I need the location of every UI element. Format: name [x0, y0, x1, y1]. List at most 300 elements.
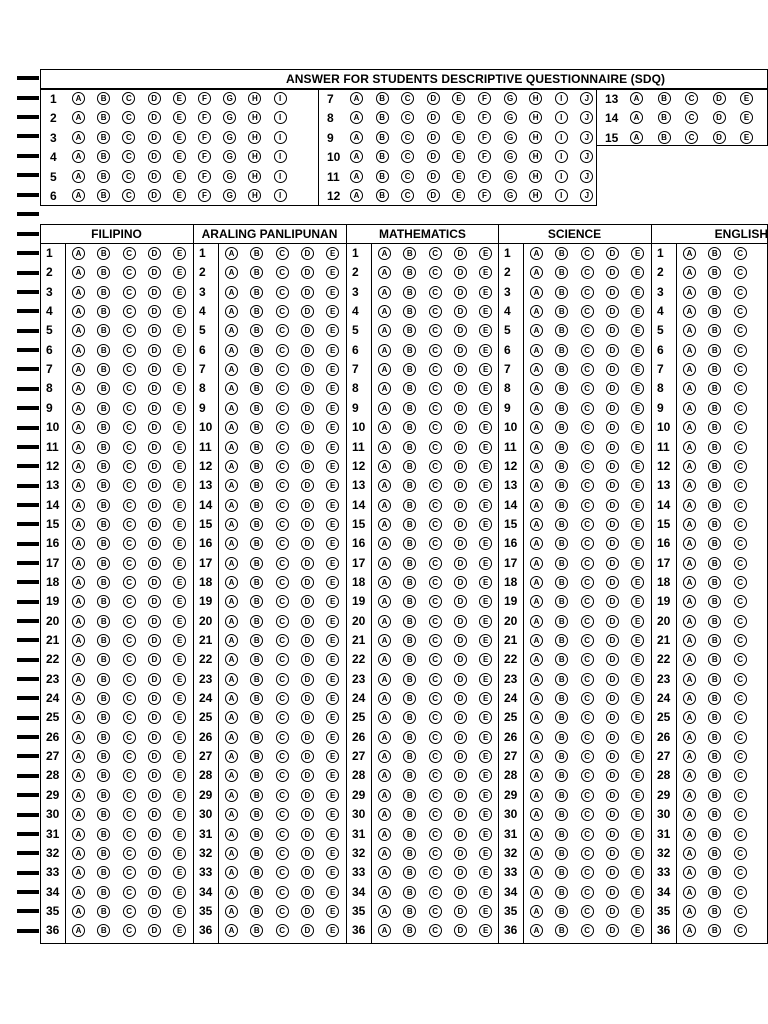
- subject-answer-bubble[interactable]: B: [97, 479, 110, 492]
- subject-answer-bubble[interactable]: A: [72, 382, 85, 395]
- subject-answer-bubble[interactable]: A: [72, 363, 85, 376]
- subject-answer-bubble[interactable]: E: [479, 499, 492, 512]
- subject-answer-bubble[interactable]: C: [123, 595, 136, 608]
- subject-answer-bubble[interactable]: D: [606, 828, 619, 841]
- subject-answer-bubble[interactable]: D: [148, 382, 161, 395]
- subject-answer-bubble[interactable]: B: [555, 905, 568, 918]
- subject-answer-bubble[interactable]: A: [378, 363, 391, 376]
- subject-answer-bubble[interactable]: D: [301, 402, 314, 415]
- sdq-answer-bubble[interactable]: J: [580, 131, 593, 144]
- subject-answer-bubble[interactable]: D: [301, 286, 314, 299]
- sdq-answer-bubble[interactable]: C: [401, 150, 414, 163]
- subject-answer-bubble[interactable]: A: [530, 692, 543, 705]
- subject-answer-bubble[interactable]: B: [250, 905, 263, 918]
- subject-answer-bubble[interactable]: D: [148, 286, 161, 299]
- sdq-answer-bubble[interactable]: G: [504, 150, 517, 163]
- subject-answer-bubble[interactable]: A: [225, 421, 238, 434]
- subject-answer-bubble[interactable]: A: [530, 247, 543, 260]
- subject-answer-bubble[interactable]: B: [708, 479, 721, 492]
- subject-answer-bubble[interactable]: E: [479, 441, 492, 454]
- subject-answer-bubble[interactable]: D: [454, 460, 467, 473]
- subject-answer-bubble[interactable]: D: [301, 847, 314, 860]
- subject-answer-bubble[interactable]: A: [530, 460, 543, 473]
- subject-answer-bubble[interactable]: D: [606, 363, 619, 376]
- subject-answer-bubble[interactable]: D: [454, 305, 467, 318]
- subject-answer-bubble[interactable]: D: [454, 886, 467, 899]
- sdq-answer-bubble[interactable]: F: [478, 131, 491, 144]
- subject-answer-bubble[interactable]: E: [326, 363, 339, 376]
- subject-answer-bubble[interactable]: C: [581, 344, 594, 357]
- subject-answer-bubble[interactable]: B: [403, 402, 416, 415]
- subject-answer-bubble[interactable]: C: [734, 247, 747, 260]
- sdq-answer-bubble[interactable]: I: [555, 150, 568, 163]
- subject-answer-bubble[interactable]: B: [555, 847, 568, 860]
- subject-answer-bubble[interactable]: A: [225, 808, 238, 821]
- subject-answer-bubble[interactable]: D: [301, 634, 314, 647]
- subject-answer-bubble[interactable]: D: [454, 924, 467, 937]
- subject-answer-bubble[interactable]: D: [606, 441, 619, 454]
- subject-answer-bubble[interactable]: C: [276, 692, 289, 705]
- subject-answer-bubble[interactable]: D: [454, 499, 467, 512]
- subject-answer-bubble[interactable]: D: [301, 305, 314, 318]
- subject-answer-bubble[interactable]: A: [683, 847, 696, 860]
- subject-answer-bubble[interactable]: E: [173, 441, 186, 454]
- subject-answer-bubble[interactable]: B: [403, 421, 416, 434]
- subject-answer-bubble[interactable]: A: [683, 324, 696, 337]
- subject-answer-bubble[interactable]: C: [734, 828, 747, 841]
- subject-answer-bubble[interactable]: C: [276, 750, 289, 763]
- sdq-answer-bubble[interactable]: G: [223, 150, 236, 163]
- subject-answer-bubble[interactable]: B: [403, 847, 416, 860]
- subject-answer-bubble[interactable]: D: [148, 441, 161, 454]
- subject-answer-bubble[interactable]: E: [479, 266, 492, 279]
- subject-answer-bubble[interactable]: D: [454, 324, 467, 337]
- subject-answer-bubble[interactable]: D: [148, 750, 161, 763]
- subject-answer-bubble[interactable]: B: [555, 286, 568, 299]
- subject-answer-bubble[interactable]: A: [530, 382, 543, 395]
- subject-answer-bubble[interactable]: C: [429, 731, 442, 744]
- subject-answer-bubble[interactable]: B: [403, 576, 416, 589]
- subject-answer-bubble[interactable]: C: [734, 750, 747, 763]
- subject-answer-bubble[interactable]: E: [479, 886, 492, 899]
- subject-answer-bubble[interactable]: B: [708, 324, 721, 337]
- sdq-answer-bubble[interactable]: D: [427, 92, 440, 105]
- subject-answer-bubble[interactable]: E: [173, 266, 186, 279]
- subject-answer-bubble[interactable]: A: [683, 247, 696, 260]
- sdq-answer-bubble[interactable]: G: [504, 92, 517, 105]
- subject-answer-bubble[interactable]: E: [631, 847, 644, 860]
- subject-answer-bubble[interactable]: C: [123, 866, 136, 879]
- subject-answer-bubble[interactable]: E: [173, 286, 186, 299]
- subject-answer-bubble[interactable]: E: [326, 479, 339, 492]
- subject-answer-bubble[interactable]: A: [225, 673, 238, 686]
- subject-answer-bubble[interactable]: B: [403, 266, 416, 279]
- subject-answer-bubble[interactable]: E: [631, 421, 644, 434]
- subject-answer-bubble[interactable]: E: [326, 576, 339, 589]
- subject-answer-bubble[interactable]: A: [225, 537, 238, 550]
- subject-answer-bubble[interactable]: B: [250, 344, 263, 357]
- subject-answer-bubble[interactable]: A: [683, 421, 696, 434]
- subject-answer-bubble[interactable]: C: [581, 537, 594, 550]
- sdq-answer-bubble[interactable]: F: [478, 170, 491, 183]
- subject-answer-bubble[interactable]: C: [429, 673, 442, 686]
- subject-answer-bubble[interactable]: A: [72, 460, 85, 473]
- subject-answer-bubble[interactable]: C: [429, 479, 442, 492]
- subject-answer-bubble[interactable]: B: [403, 653, 416, 666]
- sdq-answer-bubble[interactable]: A: [350, 131, 363, 144]
- subject-answer-bubble[interactable]: A: [225, 305, 238, 318]
- subject-answer-bubble[interactable]: B: [555, 382, 568, 395]
- subject-answer-bubble[interactable]: A: [683, 441, 696, 454]
- sdq-answer-bubble[interactable]: A: [350, 189, 363, 202]
- subject-answer-bubble[interactable]: D: [454, 866, 467, 879]
- subject-answer-bubble[interactable]: C: [429, 402, 442, 415]
- subject-answer-bubble[interactable]: A: [378, 750, 391, 763]
- sdq-answer-bubble[interactable]: A: [350, 92, 363, 105]
- sdq-answer-bubble[interactable]: D: [713, 111, 726, 124]
- subject-answer-bubble[interactable]: B: [250, 382, 263, 395]
- subject-answer-bubble[interactable]: E: [173, 363, 186, 376]
- subject-answer-bubble[interactable]: A: [225, 363, 238, 376]
- subject-answer-bubble[interactable]: D: [454, 266, 467, 279]
- subject-answer-bubble[interactable]: A: [72, 692, 85, 705]
- subject-answer-bubble[interactable]: C: [276, 441, 289, 454]
- subject-answer-bubble[interactable]: B: [250, 653, 263, 666]
- subject-answer-bubble[interactable]: E: [631, 828, 644, 841]
- subject-answer-bubble[interactable]: C: [276, 711, 289, 724]
- subject-answer-bubble[interactable]: E: [326, 499, 339, 512]
- subject-answer-bubble[interactable]: A: [225, 557, 238, 570]
- sdq-answer-bubble[interactable]: G: [223, 111, 236, 124]
- sdq-answer-bubble[interactable]: G: [504, 170, 517, 183]
- subject-answer-bubble[interactable]: B: [708, 537, 721, 550]
- subject-answer-bubble[interactable]: E: [173, 905, 186, 918]
- subject-answer-bubble[interactable]: D: [606, 576, 619, 589]
- subject-answer-bubble[interactable]: B: [555, 808, 568, 821]
- subject-answer-bubble[interactable]: E: [479, 382, 492, 395]
- subject-answer-bubble[interactable]: B: [97, 653, 110, 666]
- subject-answer-bubble[interactable]: B: [555, 634, 568, 647]
- subject-answer-bubble[interactable]: A: [530, 537, 543, 550]
- sdq-answer-bubble[interactable]: B: [376, 111, 389, 124]
- subject-answer-bubble[interactable]: C: [734, 479, 747, 492]
- subject-answer-bubble[interactable]: A: [225, 460, 238, 473]
- sdq-answer-bubble[interactable]: B: [376, 92, 389, 105]
- subject-answer-bubble[interactable]: C: [276, 266, 289, 279]
- sdq-answer-bubble[interactable]: D: [148, 92, 161, 105]
- subject-answer-bubble[interactable]: C: [429, 324, 442, 337]
- subject-answer-bubble[interactable]: B: [555, 499, 568, 512]
- subject-answer-bubble[interactable]: B: [97, 731, 110, 744]
- subject-answer-bubble[interactable]: A: [683, 382, 696, 395]
- subject-answer-bubble[interactable]: D: [148, 924, 161, 937]
- subject-answer-bubble[interactable]: A: [225, 711, 238, 724]
- subject-answer-bubble[interactable]: B: [403, 808, 416, 821]
- subject-answer-bubble[interactable]: B: [708, 499, 721, 512]
- subject-answer-bubble[interactable]: A: [378, 576, 391, 589]
- subject-answer-bubble[interactable]: D: [301, 518, 314, 531]
- subject-answer-bubble[interactable]: D: [301, 247, 314, 260]
- subject-answer-bubble[interactable]: B: [555, 402, 568, 415]
- subject-answer-bubble[interactable]: E: [631, 886, 644, 899]
- sdq-answer-bubble[interactable]: A: [72, 189, 85, 202]
- subject-answer-bubble[interactable]: B: [250, 595, 263, 608]
- subject-answer-bubble[interactable]: A: [530, 518, 543, 531]
- subject-answer-bubble[interactable]: A: [530, 557, 543, 570]
- subject-answer-bubble[interactable]: A: [378, 557, 391, 570]
- subject-answer-bubble[interactable]: D: [454, 634, 467, 647]
- subject-answer-bubble[interactable]: A: [225, 924, 238, 937]
- subject-answer-bubble[interactable]: D: [148, 653, 161, 666]
- subject-answer-bubble[interactable]: D: [454, 828, 467, 841]
- subject-answer-bubble[interactable]: B: [97, 441, 110, 454]
- subject-answer-bubble[interactable]: B: [403, 518, 416, 531]
- subject-answer-bubble[interactable]: B: [555, 595, 568, 608]
- subject-answer-bubble[interactable]: C: [429, 653, 442, 666]
- subject-answer-bubble[interactable]: A: [683, 653, 696, 666]
- subject-answer-bubble[interactable]: A: [378, 886, 391, 899]
- subject-answer-bubble[interactable]: E: [631, 460, 644, 473]
- subject-answer-bubble[interactable]: C: [581, 382, 594, 395]
- subject-answer-bubble[interactable]: A: [530, 866, 543, 879]
- subject-answer-bubble[interactable]: A: [72, 769, 85, 782]
- subject-answer-bubble[interactable]: B: [250, 324, 263, 337]
- sdq-answer-bubble[interactable]: E: [452, 92, 465, 105]
- subject-answer-bubble[interactable]: E: [173, 692, 186, 705]
- subject-answer-bubble[interactable]: C: [734, 324, 747, 337]
- subject-answer-bubble[interactable]: B: [250, 460, 263, 473]
- subject-answer-bubble[interactable]: A: [378, 924, 391, 937]
- subject-answer-bubble[interactable]: A: [225, 518, 238, 531]
- subject-answer-bubble[interactable]: E: [479, 905, 492, 918]
- subject-answer-bubble[interactable]: A: [72, 886, 85, 899]
- subject-answer-bubble[interactable]: B: [403, 382, 416, 395]
- sdq-answer-bubble[interactable]: B: [376, 170, 389, 183]
- subject-answer-bubble[interactable]: A: [530, 808, 543, 821]
- sdq-answer-bubble[interactable]: I: [555, 131, 568, 144]
- subject-answer-bubble[interactable]: C: [734, 402, 747, 415]
- subject-answer-bubble[interactable]: D: [148, 537, 161, 550]
- subject-answer-bubble[interactable]: D: [148, 363, 161, 376]
- subject-answer-bubble[interactable]: C: [581, 324, 594, 337]
- sdq-answer-bubble[interactable]: J: [580, 189, 593, 202]
- subject-answer-bubble[interactable]: B: [403, 479, 416, 492]
- subject-answer-bubble[interactable]: D: [454, 673, 467, 686]
- subject-answer-bubble[interactable]: A: [683, 363, 696, 376]
- subject-answer-bubble[interactable]: B: [708, 653, 721, 666]
- subject-answer-bubble[interactable]: A: [72, 673, 85, 686]
- subject-answer-bubble[interactable]: C: [734, 305, 747, 318]
- subject-answer-bubble[interactable]: C: [734, 789, 747, 802]
- subject-answer-bubble[interactable]: C: [123, 808, 136, 821]
- sdq-answer-bubble[interactable]: D: [427, 150, 440, 163]
- subject-answer-bubble[interactable]: D: [148, 247, 161, 260]
- subject-answer-bubble[interactable]: E: [326, 847, 339, 860]
- sdq-answer-bubble[interactable]: F: [198, 131, 211, 144]
- subject-answer-bubble[interactable]: E: [173, 305, 186, 318]
- sdq-answer-bubble[interactable]: A: [72, 92, 85, 105]
- subject-answer-bubble[interactable]: D: [606, 595, 619, 608]
- subject-answer-bubble[interactable]: E: [631, 363, 644, 376]
- sdq-answer-bubble[interactable]: D: [148, 150, 161, 163]
- subject-answer-bubble[interactable]: A: [72, 344, 85, 357]
- subject-answer-bubble[interactable]: E: [173, 537, 186, 550]
- subject-answer-bubble[interactable]: A: [378, 866, 391, 879]
- subject-answer-bubble[interactable]: A: [225, 789, 238, 802]
- subject-answer-bubble[interactable]: E: [173, 731, 186, 744]
- subject-answer-bubble[interactable]: A: [683, 479, 696, 492]
- subject-answer-bubble[interactable]: A: [72, 421, 85, 434]
- subject-answer-bubble[interactable]: D: [454, 537, 467, 550]
- subject-answer-bubble[interactable]: E: [479, 402, 492, 415]
- subject-answer-bubble[interactable]: A: [683, 692, 696, 705]
- sdq-answer-bubble[interactable]: C: [685, 111, 698, 124]
- sdq-answer-bubble[interactable]: E: [452, 131, 465, 144]
- sdq-answer-bubble[interactable]: I: [555, 92, 568, 105]
- subject-answer-bubble[interactable]: B: [555, 828, 568, 841]
- subject-answer-bubble[interactable]: D: [148, 828, 161, 841]
- subject-answer-bubble[interactable]: B: [403, 692, 416, 705]
- subject-answer-bubble[interactable]: A: [378, 518, 391, 531]
- subject-answer-bubble[interactable]: D: [301, 324, 314, 337]
- subject-answer-bubble[interactable]: A: [378, 460, 391, 473]
- subject-answer-bubble[interactable]: C: [123, 363, 136, 376]
- subject-answer-bubble[interactable]: C: [276, 924, 289, 937]
- subject-answer-bubble[interactable]: E: [173, 924, 186, 937]
- subject-answer-bubble[interactable]: A: [225, 402, 238, 415]
- subject-answer-bubble[interactable]: C: [123, 441, 136, 454]
- subject-answer-bubble[interactable]: D: [606, 305, 619, 318]
- subject-answer-bubble[interactable]: C: [276, 866, 289, 879]
- subject-answer-bubble[interactable]: B: [403, 557, 416, 570]
- subject-answer-bubble[interactable]: A: [683, 750, 696, 763]
- subject-answer-bubble[interactable]: C: [734, 382, 747, 395]
- subject-answer-bubble[interactable]: C: [581, 421, 594, 434]
- sdq-answer-bubble[interactable]: D: [427, 189, 440, 202]
- subject-answer-bubble[interactable]: D: [454, 441, 467, 454]
- sdq-answer-bubble[interactable]: G: [223, 170, 236, 183]
- subject-answer-bubble[interactable]: B: [97, 711, 110, 724]
- sdq-answer-bubble[interactable]: A: [72, 170, 85, 183]
- subject-answer-bubble[interactable]: B: [250, 769, 263, 782]
- subject-answer-bubble[interactable]: C: [734, 808, 747, 821]
- subject-answer-bubble[interactable]: E: [326, 441, 339, 454]
- sdq-answer-bubble[interactable]: G: [223, 92, 236, 105]
- subject-answer-bubble[interactable]: A: [72, 305, 85, 318]
- subject-answer-bubble[interactable]: D: [454, 750, 467, 763]
- subject-answer-bubble[interactable]: A: [378, 731, 391, 744]
- subject-answer-bubble[interactable]: E: [479, 518, 492, 531]
- sdq-answer-bubble[interactable]: H: [529, 131, 542, 144]
- sdq-answer-bubble[interactable]: H: [529, 150, 542, 163]
- subject-answer-bubble[interactable]: A: [683, 286, 696, 299]
- subject-answer-bubble[interactable]: C: [581, 847, 594, 860]
- subject-answer-bubble[interactable]: C: [429, 595, 442, 608]
- subject-answer-bubble[interactable]: B: [708, 518, 721, 531]
- subject-answer-bubble[interactable]: E: [326, 460, 339, 473]
- subject-answer-bubble[interactable]: D: [606, 731, 619, 744]
- subject-answer-bubble[interactable]: A: [72, 557, 85, 570]
- sdq-answer-bubble[interactable]: B: [97, 92, 110, 105]
- subject-answer-bubble[interactable]: C: [123, 750, 136, 763]
- subject-answer-bubble[interactable]: C: [123, 286, 136, 299]
- sdq-answer-bubble[interactable]: G: [504, 111, 517, 124]
- subject-answer-bubble[interactable]: B: [97, 905, 110, 918]
- subject-answer-bubble[interactable]: A: [683, 305, 696, 318]
- subject-answer-bubble[interactable]: D: [606, 847, 619, 860]
- subject-answer-bubble[interactable]: A: [378, 905, 391, 918]
- subject-answer-bubble[interactable]: D: [454, 479, 467, 492]
- subject-answer-bubble[interactable]: E: [326, 886, 339, 899]
- subject-answer-bubble[interactable]: C: [123, 634, 136, 647]
- sdq-answer-bubble[interactable]: E: [740, 111, 753, 124]
- sdq-answer-bubble[interactable]: C: [401, 131, 414, 144]
- subject-answer-bubble[interactable]: A: [683, 266, 696, 279]
- subject-answer-bubble[interactable]: D: [454, 576, 467, 589]
- subject-answer-bubble[interactable]: D: [301, 828, 314, 841]
- sdq-answer-bubble[interactable]: B: [376, 150, 389, 163]
- subject-answer-bubble[interactable]: D: [301, 886, 314, 899]
- subject-answer-bubble[interactable]: E: [326, 731, 339, 744]
- subject-answer-bubble[interactable]: B: [708, 305, 721, 318]
- subject-answer-bubble[interactable]: B: [708, 847, 721, 860]
- subject-answer-bubble[interactable]: A: [683, 808, 696, 821]
- subject-answer-bubble[interactable]: C: [123, 305, 136, 318]
- subject-answer-bubble[interactable]: E: [479, 769, 492, 782]
- subject-answer-bubble[interactable]: C: [276, 769, 289, 782]
- subject-answer-bubble[interactable]: A: [225, 828, 238, 841]
- subject-answer-bubble[interactable]: A: [530, 634, 543, 647]
- subject-answer-bubble[interactable]: D: [148, 769, 161, 782]
- subject-answer-bubble[interactable]: D: [454, 905, 467, 918]
- subject-answer-bubble[interactable]: B: [250, 479, 263, 492]
- subject-answer-bubble[interactable]: C: [123, 731, 136, 744]
- subject-answer-bubble[interactable]: A: [378, 421, 391, 434]
- sdq-answer-bubble[interactable]: E: [740, 92, 753, 105]
- subject-answer-bubble[interactable]: A: [378, 828, 391, 841]
- sdq-answer-bubble[interactable]: H: [248, 111, 261, 124]
- subject-answer-bubble[interactable]: A: [225, 886, 238, 899]
- subject-answer-bubble[interactable]: C: [123, 518, 136, 531]
- subject-answer-bubble[interactable]: A: [72, 537, 85, 550]
- subject-answer-bubble[interactable]: E: [631, 692, 644, 705]
- subject-answer-bubble[interactable]: A: [378, 402, 391, 415]
- subject-answer-bubble[interactable]: B: [708, 266, 721, 279]
- subject-answer-bubble[interactable]: A: [225, 286, 238, 299]
- subject-answer-bubble[interactable]: C: [581, 595, 594, 608]
- subject-answer-bubble[interactable]: D: [606, 286, 619, 299]
- subject-answer-bubble[interactable]: D: [301, 363, 314, 376]
- sdq-answer-bubble[interactable]: F: [198, 150, 211, 163]
- subject-answer-bubble[interactable]: A: [225, 595, 238, 608]
- subject-answer-bubble[interactable]: C: [429, 789, 442, 802]
- subject-answer-bubble[interactable]: B: [97, 615, 110, 628]
- subject-answer-bubble[interactable]: C: [734, 266, 747, 279]
- sdq-answer-bubble[interactable]: D: [148, 111, 161, 124]
- subject-answer-bubble[interactable]: C: [734, 866, 747, 879]
- subject-answer-bubble[interactable]: A: [378, 634, 391, 647]
- subject-answer-bubble[interactable]: B: [708, 789, 721, 802]
- subject-answer-bubble[interactable]: A: [683, 828, 696, 841]
- sdq-answer-bubble[interactable]: C: [401, 189, 414, 202]
- subject-answer-bubble[interactable]: B: [708, 808, 721, 821]
- subject-answer-bubble[interactable]: D: [606, 479, 619, 492]
- subject-answer-bubble[interactable]: C: [581, 479, 594, 492]
- sdq-answer-bubble[interactable]: E: [173, 189, 186, 202]
- subject-answer-bubble[interactable]: B: [97, 324, 110, 337]
- subject-answer-bubble[interactable]: C: [123, 266, 136, 279]
- sdq-answer-bubble[interactable]: D: [713, 131, 726, 144]
